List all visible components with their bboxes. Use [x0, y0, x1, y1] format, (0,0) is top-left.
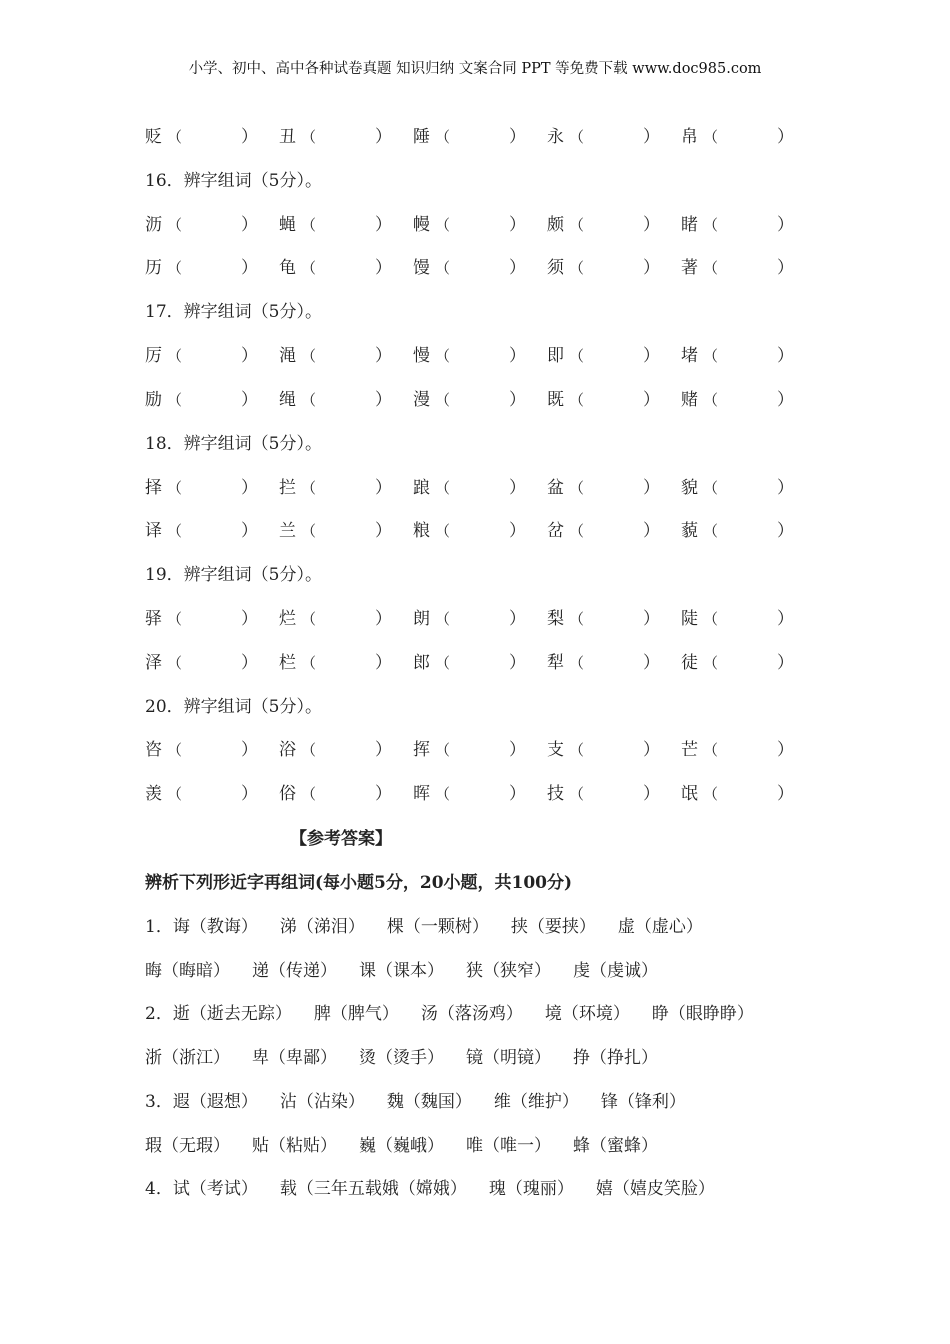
answer-blank-close-paren[interactable]: ） — [509, 389, 526, 410]
answer-blank-close-paren[interactable]: ） — [777, 346, 794, 367]
fill-in-item — [279, 125, 392, 149]
answer-blank-close-paren[interactable]: ） — [241, 346, 258, 367]
fill-in-item — [279, 256, 392, 280]
answer-blank-close-paren[interactable]: ） — [777, 258, 794, 279]
character: 绳 — [279, 389, 296, 410]
fill-in-item — [681, 344, 794, 368]
character: 贬 — [145, 127, 162, 147]
fill-in-item — [413, 738, 526, 762]
character: 赌 — [681, 389, 698, 410]
character: 丑 — [279, 127, 296, 147]
open-paren: （ — [435, 259, 451, 278]
open-paren: （ — [167, 653, 183, 672]
open-paren: （ — [435, 478, 451, 497]
answer-blank-close-paren[interactable]: ） — [241, 784, 258, 804]
answer-item: 挟（要挟） — [510, 917, 596, 937]
character: 氓 — [681, 784, 698, 804]
section-title: 19．辨字组词（5分）。 — [145, 565, 322, 586]
answer-item: 贴（粘贴） — [252, 1135, 337, 1156]
open-paren: （ — [167, 215, 183, 234]
fill-in-item — [279, 651, 392, 675]
character: 岔 — [547, 521, 564, 542]
answer-blank-close-paren[interactable]: ） — [241, 477, 258, 498]
fill-in-item — [145, 213, 258, 237]
answer-item: 瑰（瑰丽） — [488, 1179, 574, 1200]
answer-item: 4．试（考试） — [145, 1179, 258, 1200]
fill-in-item — [145, 388, 258, 412]
character: 睹 — [681, 214, 698, 235]
open-paren: （ — [569, 215, 585, 234]
open-paren: （ — [569, 347, 585, 366]
fill-in-item — [413, 344, 526, 368]
fill-in-item — [681, 125, 794, 149]
answer-blank-close-paren[interactable]: ） — [375, 127, 392, 147]
fill-in-item — [681, 651, 794, 675]
character: 貌 — [681, 477, 698, 498]
fill-in-item — [145, 344, 258, 368]
answer-blank-close-paren[interactable]: ） — [375, 608, 392, 629]
open-paren: （ — [435, 741, 451, 760]
answer-blank-close-paren[interactable]: ） — [241, 389, 258, 410]
fill-in-item — [279, 738, 392, 762]
answer-item: 锋（锋利） — [600, 1091, 686, 1112]
character: 浴 — [279, 740, 296, 761]
answer-item: 睁（眼睁睁） — [651, 1004, 754, 1025]
answer-blank-close-paren[interactable]: ） — [643, 652, 660, 673]
character: 择 — [145, 477, 162, 498]
fill-in-item — [145, 519, 258, 543]
answer-blank-close-paren[interactable]: ） — [643, 214, 660, 235]
answer-blank-close-paren[interactable]: ） — [241, 652, 258, 673]
fill-in-item — [145, 476, 258, 500]
answer-line — [145, 956, 680, 981]
character: 帛 — [681, 127, 698, 147]
open-paren: （ — [301, 478, 317, 497]
open-paren: （ — [167, 347, 183, 366]
answer-blank-close-paren[interactable]: ） — [241, 127, 258, 147]
open-paren: （ — [569, 390, 585, 409]
fill-in-item — [279, 388, 392, 412]
character: 晖 — [413, 784, 430, 804]
answer-item: 浙（浙江） — [145, 1048, 230, 1069]
answer-subtitle: 辨析下列形近字再组词(每小题5分，20小题，共100分) — [145, 873, 573, 893]
section-title: 18．辨字组词（5分）。 — [145, 433, 322, 454]
fill-in-item — [145, 607, 258, 631]
open-paren: （ — [167, 609, 183, 628]
open-paren: （ — [703, 259, 719, 278]
answer-line — [145, 1043, 680, 1068]
character: 永 — [547, 127, 564, 147]
fill-in-item — [413, 213, 526, 237]
fill-in-item — [547, 519, 660, 543]
open-paren: （ — [703, 785, 719, 803]
fill-in-item — [547, 344, 660, 368]
character: 幔 — [413, 214, 430, 235]
character: 粮 — [413, 521, 430, 542]
character: 厉 — [145, 346, 162, 367]
open-paren: （ — [435, 215, 451, 234]
open-paren: （ — [435, 347, 451, 366]
open-paren: （ — [435, 390, 451, 409]
fill-in-item — [547, 738, 660, 762]
answer-blank-close-paren[interactable]: ） — [777, 784, 794, 804]
answer-blank-close-paren[interactable]: ） — [777, 652, 794, 673]
open-paren: （ — [703, 390, 719, 409]
character: 烂 — [279, 608, 296, 629]
answer-item: 挣（挣扎） — [573, 1048, 658, 1069]
fill-in-item — [413, 782, 526, 806]
answer-blank-close-paren[interactable]: ） — [375, 258, 392, 279]
open-paren: （ — [703, 347, 719, 366]
character: 梨 — [547, 608, 564, 629]
answer-blank-close-paren[interactable]: ） — [509, 346, 526, 367]
open-paren: （ — [569, 259, 585, 278]
fill-in-item — [145, 256, 258, 280]
answer-blank-close-paren[interactable]: ） — [643, 258, 660, 279]
character: 漫 — [413, 389, 430, 410]
character: 沥 — [145, 214, 162, 235]
answer-blank-close-paren[interactable]: ） — [509, 477, 526, 498]
character: 著 — [681, 258, 698, 279]
open-paren: （ — [167, 259, 183, 278]
answer-blank-close-paren[interactable]: ） — [643, 389, 660, 410]
open-paren: （ — [301, 522, 317, 541]
answer-item: 课（课本） — [359, 960, 444, 981]
answer-blank-close-paren[interactable]: ） — [509, 127, 526, 147]
open-paren: （ — [569, 741, 585, 760]
answer-blank-close-paren[interactable]: ） — [643, 346, 660, 367]
answer-line — [145, 1174, 737, 1199]
open-paren: （ — [167, 128, 183, 146]
open-paren: （ — [301, 215, 317, 234]
character: 技 — [547, 784, 564, 804]
answer-blank-close-paren[interactable]: ） — [643, 521, 660, 542]
open-paren: （ — [569, 478, 585, 497]
answer-item: 2．逝（逝去无踪） — [145, 1004, 292, 1025]
fill-in-item — [547, 476, 660, 500]
open-paren: （ — [167, 785, 183, 803]
answer-blank-close-paren[interactable]: ） — [241, 258, 258, 279]
character: 羡 — [145, 784, 162, 804]
answer-blank-close-paren[interactable]: ） — [509, 740, 526, 761]
answer-item: 狭（狭窄） — [466, 960, 551, 981]
fill-in-item — [279, 607, 392, 631]
answer-item: 晦（晦暗） — [145, 960, 230, 981]
answer-blank-close-paren[interactable]: ） — [643, 740, 660, 761]
character: 踉 — [413, 477, 430, 498]
character: 历 — [145, 258, 162, 279]
fill-in-item — [279, 476, 392, 500]
fill-in-item — [681, 256, 794, 280]
answer-heading: 【参考答案】 — [290, 829, 392, 849]
answer-blank-close-paren[interactable]: ） — [509, 258, 526, 279]
fill-in-item — [681, 782, 794, 806]
open-paren: （ — [435, 609, 451, 628]
answer-blank-close-paren[interactable]: ） — [509, 784, 526, 804]
answer-item: 载（三年五载娥（嫦娥） — [279, 1179, 467, 1200]
fill-in-item — [681, 213, 794, 237]
character: 驿 — [145, 608, 162, 629]
fill-in-item — [547, 213, 660, 237]
fill-in-item — [681, 388, 794, 412]
answer-item: 境（环境） — [544, 1004, 630, 1025]
fill-in-item — [413, 519, 526, 543]
fill-in-item — [413, 476, 526, 500]
character: 须 — [547, 258, 564, 279]
answer-item: 汤（落汤鸡） — [420, 1004, 523, 1025]
character: 陡 — [681, 608, 698, 629]
fill-in-item — [547, 125, 660, 149]
character: 泽 — [145, 652, 162, 673]
fill-in-item — [413, 388, 526, 412]
page-header-banner: 小学、初中、高中各种试卷真题 知识归纳 文案合同 PPT 等免费下载 www.doc985.com — [188, 61, 762, 77]
character: 挥 — [413, 740, 430, 761]
open-paren: （ — [703, 522, 719, 541]
open-paren: （ — [435, 128, 451, 146]
character: 馒 — [413, 258, 430, 279]
answer-item: 唯（唯一） — [466, 1135, 551, 1156]
character: 盆 — [547, 477, 564, 498]
answer-line — [145, 912, 725, 937]
answer-blank-close-paren[interactable]: ） — [777, 127, 794, 147]
character: 支 — [547, 740, 564, 761]
answer-item: 脾（脾气） — [313, 1004, 399, 1025]
open-paren: （ — [301, 609, 317, 628]
character: 励 — [145, 389, 162, 410]
fill-in-item — [547, 782, 660, 806]
character: 渑 — [279, 346, 296, 367]
open-paren: （ — [435, 785, 451, 803]
answer-blank-close-paren[interactable]: ） — [241, 608, 258, 629]
open-paren: （ — [569, 128, 585, 146]
character: 即 — [547, 346, 564, 367]
fill-in-item — [279, 213, 392, 237]
fill-in-item — [413, 607, 526, 631]
answer-item: 虚（虚心） — [617, 917, 703, 937]
fill-in-item — [413, 125, 526, 149]
answer-item: 涕（涕泪） — [279, 917, 365, 937]
open-paren: （ — [301, 259, 317, 278]
section-title: 20．辨字组词（5分）。 — [145, 696, 322, 717]
answer-blank-close-paren[interactable]: ） — [241, 740, 258, 761]
open-paren: （ — [703, 128, 719, 146]
fill-in-item — [279, 782, 392, 806]
open-paren: （ — [301, 390, 317, 409]
open-paren: （ — [167, 741, 183, 760]
open-paren: （ — [301, 785, 317, 803]
answer-item: 巍（巍峨） — [359, 1135, 444, 1156]
open-paren: （ — [703, 741, 719, 760]
character: 徒 — [681, 652, 698, 673]
fill-in-item — [681, 476, 794, 500]
answer-blank-close-paren[interactable]: ） — [643, 477, 660, 498]
section-title: 16．辨字组词（5分）。 — [145, 171, 322, 191]
open-paren: （ — [167, 478, 183, 497]
open-paren: （ — [569, 653, 585, 672]
character: 蝇 — [279, 214, 296, 235]
fill-in-item — [547, 256, 660, 280]
answer-blank-close-paren[interactable]: ） — [241, 214, 258, 235]
fill-in-item — [681, 607, 794, 631]
fill-in-item — [145, 738, 258, 762]
answer-blank-close-paren[interactable]: ） — [241, 521, 258, 542]
open-paren: （ — [703, 609, 719, 628]
character: 俗 — [279, 784, 296, 804]
answer-blank-close-paren[interactable]: ） — [643, 608, 660, 629]
character: 龟 — [279, 258, 296, 279]
fill-in-item — [547, 607, 660, 631]
open-paren: （ — [301, 347, 317, 366]
answer-line — [145, 1131, 680, 1156]
answer-item: 沾（沾染） — [279, 1091, 365, 1112]
character: 陲 — [413, 127, 430, 147]
character: 兰 — [279, 521, 296, 542]
answer-blank-close-paren[interactable]: ） — [375, 740, 392, 761]
character: 咨 — [145, 740, 162, 761]
open-paren: （ — [703, 478, 719, 497]
character: 郎 — [413, 652, 430, 673]
open-paren: （ — [569, 609, 585, 628]
character: 既 — [547, 389, 564, 410]
answer-blank-close-paren[interactable]: ） — [509, 608, 526, 629]
answer-blank-close-paren[interactable]: ） — [375, 389, 392, 410]
answer-blank-close-paren[interactable]: ） — [509, 214, 526, 235]
answer-item: 镜（明镜） — [466, 1048, 551, 1069]
open-paren: （ — [569, 785, 585, 803]
fill-in-item — [413, 256, 526, 280]
open-paren: （ — [167, 390, 183, 409]
answer-blank-close-paren[interactable]: ） — [375, 477, 392, 498]
answer-blank-close-paren[interactable]: ） — [777, 740, 794, 761]
character: 慢 — [413, 346, 430, 367]
fill-in-item — [279, 519, 392, 543]
answer-blank-close-paren[interactable]: ） — [777, 389, 794, 410]
open-paren: （ — [301, 128, 317, 146]
answer-item: 3．遐（遐想） — [145, 1091, 258, 1112]
fill-in-item — [145, 782, 258, 806]
fill-in-item — [279, 344, 392, 368]
answer-blank-close-paren[interactable]: ） — [375, 346, 392, 367]
character: 拦 — [279, 477, 296, 498]
fill-in-item — [547, 651, 660, 675]
answer-blank-close-paren[interactable]: ） — [375, 521, 392, 542]
answer-blank-close-paren[interactable]: ） — [777, 477, 794, 498]
fill-in-item — [681, 519, 794, 543]
character: 颇 — [547, 214, 564, 235]
answer-item: 嬉（嬉皮笑脸） — [595, 1179, 715, 1200]
answer-blank-close-paren[interactable]: ） — [777, 608, 794, 629]
open-paren: （ — [301, 741, 317, 760]
character: 藐 — [681, 521, 698, 542]
answer-blank-close-paren[interactable]: ） — [777, 521, 794, 542]
character: 堵 — [681, 346, 698, 367]
answer-blank-close-paren[interactable]: ） — [375, 652, 392, 673]
open-paren: （ — [569, 522, 585, 541]
open-paren: （ — [703, 215, 719, 234]
answer-item: 蜂（蜜蜂） — [573, 1135, 658, 1156]
answer-line — [145, 1087, 708, 1112]
fill-in-item — [681, 738, 794, 762]
answer-item: 递（传递） — [252, 960, 337, 981]
answer-blank-close-paren[interactable]: ） — [643, 784, 660, 804]
answer-blank-close-paren[interactable]: ） — [375, 214, 392, 235]
fill-in-item — [413, 651, 526, 675]
answer-blank-close-paren[interactable]: ） — [375, 784, 392, 804]
answer-item: 虔（虔诚） — [573, 960, 658, 981]
answer-blank-close-paren[interactable]: ） — [509, 521, 526, 542]
character: 犁 — [547, 652, 564, 673]
answer-blank-close-paren[interactable]: ） — [777, 214, 794, 235]
answer-blank-close-paren[interactable]: ） — [643, 127, 660, 147]
answer-item: 瑕（无瑕） — [145, 1135, 230, 1156]
answer-item: 魏（魏国） — [386, 1091, 472, 1112]
character: 译 — [145, 521, 162, 542]
open-paren: （ — [435, 522, 451, 541]
section-title: 17．辨字组词（5分）。 — [145, 302, 322, 323]
answer-item: 1．诲（教诲） — [145, 917, 258, 937]
character: 朗 — [413, 608, 430, 629]
answer-blank-close-paren[interactable]: ） — [509, 652, 526, 673]
fill-in-item — [145, 651, 258, 675]
open-paren: （ — [301, 653, 317, 672]
answer-item: 棵（一颗树） — [386, 917, 489, 937]
open-paren: （ — [167, 522, 183, 541]
fill-in-item — [145, 125, 258, 149]
open-paren: （ — [435, 653, 451, 672]
answer-line — [145, 999, 776, 1024]
character: 芒 — [681, 740, 698, 761]
answer-item: 烫（烫手） — [359, 1048, 444, 1069]
answer-item: 维（维护） — [493, 1091, 579, 1112]
character: 栏 — [279, 652, 296, 673]
open-paren: （ — [703, 653, 719, 672]
fill-in-item — [547, 388, 660, 412]
answer-item: 卑（卑鄙） — [252, 1048, 337, 1069]
